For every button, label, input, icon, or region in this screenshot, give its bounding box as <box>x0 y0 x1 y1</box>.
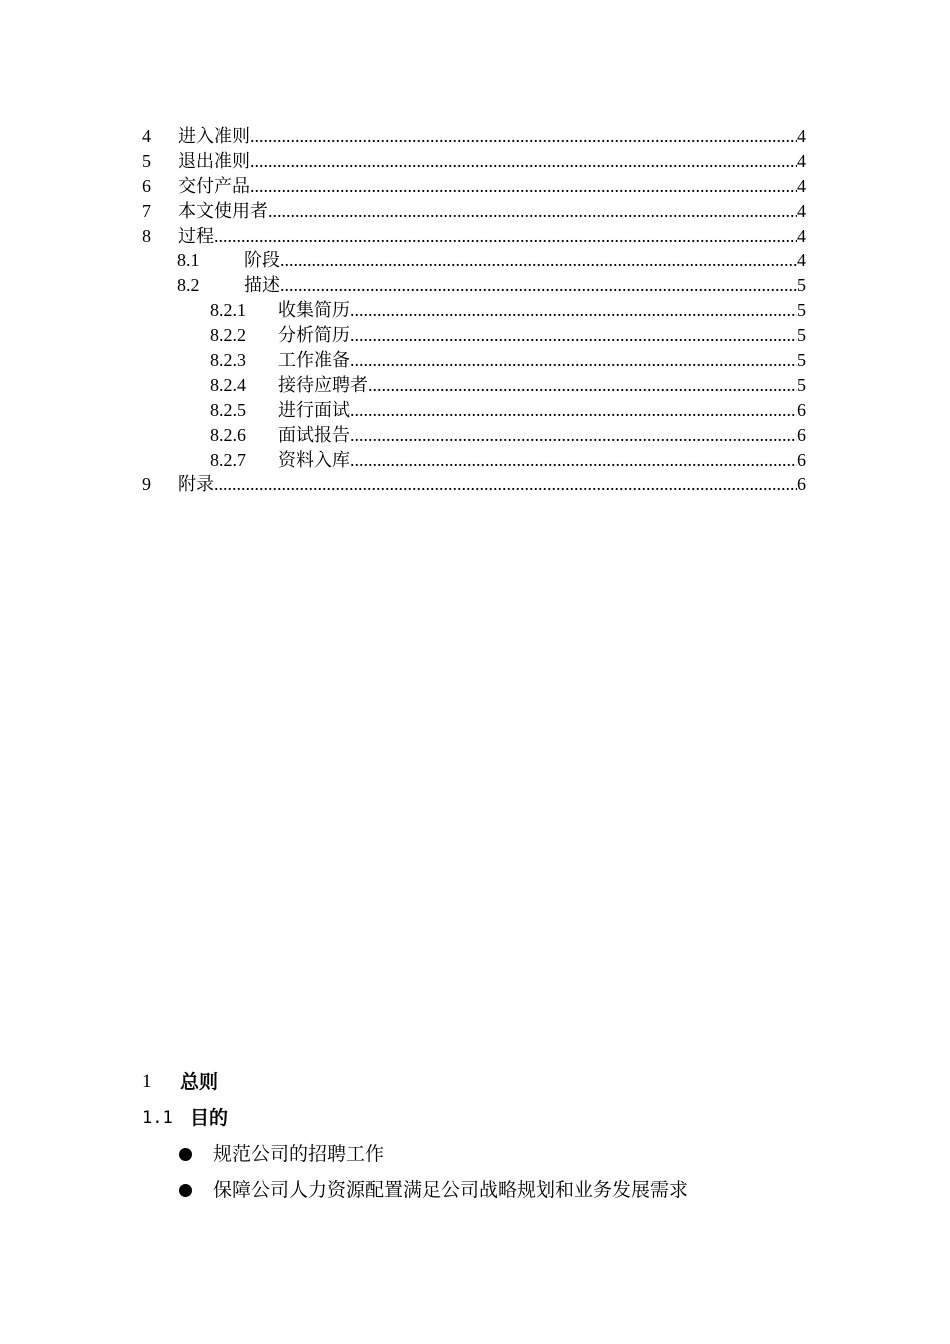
list-item-text: 规范公司的招聘工作 <box>213 1143 385 1165</box>
toc-entry-number: 5 <box>142 150 151 171</box>
toc-entry-page: 5 <box>797 350 806 371</box>
toc-entry-number: 9 <box>142 474 151 495</box>
bullet-list <box>142 1136 842 1208</box>
toc-entry-number: 8.2 <box>177 275 200 296</box>
toc-entry-number: 8.2.5 <box>210 399 246 420</box>
toc-entry[interactable] <box>142 124 806 149</box>
toc-entry-title: 本文使用者 <box>178 200 268 222</box>
toc-leader-dots <box>350 298 797 323</box>
toc-leader-dots <box>350 448 797 473</box>
toc-leader-dots <box>214 224 797 249</box>
toc-entry-title: 进行面试 <box>278 399 350 421</box>
toc-entry-page: 4 <box>797 150 806 171</box>
toc-entry-title: 阶段 <box>244 250 280 272</box>
toc-entry-number: 7 <box>142 200 151 221</box>
toc-entry-title: 分析简历 <box>278 325 350 347</box>
heading-title: 总则 <box>180 1071 219 1093</box>
toc-entry-page: 4 <box>797 250 806 271</box>
toc-entry[interactable] <box>142 373 806 398</box>
toc-entry[interactable] <box>142 248 806 273</box>
toc-entry-title: 工作准备 <box>278 350 350 372</box>
section-general <box>142 1064 842 1208</box>
heading-level-2 <box>142 1100 842 1136</box>
toc-entry-number: 8.2.3 <box>210 350 246 371</box>
toc-entry-page: 4 <box>797 175 806 196</box>
toc-entry[interactable] <box>142 174 806 199</box>
toc-entry[interactable] <box>142 423 806 448</box>
toc-entry-title: 退出准则 <box>178 150 250 172</box>
toc-entry-number: 8.2.6 <box>210 424 246 445</box>
toc-entry[interactable] <box>142 298 806 323</box>
toc-entry-page: 4 <box>797 200 806 221</box>
bullet-icon <box>179 1184 192 1197</box>
toc-entry-page: 5 <box>797 275 806 296</box>
toc-leader-dots <box>214 472 797 497</box>
toc-leader-dots <box>250 174 797 199</box>
toc-entry-title: 过程 <box>178 225 214 247</box>
toc-leader-dots <box>350 323 797 348</box>
toc-entry-page: 5 <box>797 374 806 395</box>
toc-entry-number: 8.1 <box>177 250 200 271</box>
toc-leader-dots <box>280 248 797 273</box>
toc-leader-dots <box>350 348 797 373</box>
toc-entry-title: 接待应聘者 <box>278 374 368 396</box>
toc-entry-page: 4 <box>797 126 806 146</box>
toc-entry-page: 6 <box>797 474 806 495</box>
toc-entry[interactable] <box>142 224 806 249</box>
toc-entry-title: 附录 <box>178 474 214 496</box>
toc-entry[interactable] <box>142 199 806 224</box>
toc-entry[interactable] <box>142 448 806 473</box>
toc-entry-title: 描述 <box>244 275 280 297</box>
toc-entry-title: 收集简历 <box>278 300 350 322</box>
heading-level-1 <box>142 1064 842 1100</box>
toc-entry-title: 交付产品 <box>178 175 250 197</box>
toc-leader-dots <box>268 199 797 224</box>
toc-entry-page: 4 <box>797 225 806 246</box>
toc-leader-dots <box>350 398 797 423</box>
list-item <box>142 1172 842 1208</box>
toc-entry-page: 6 <box>797 399 806 420</box>
toc-entry[interactable] <box>142 472 806 497</box>
toc-entry[interactable] <box>142 149 806 174</box>
toc-entry-page: 5 <box>797 300 806 321</box>
table-of-contents <box>142 124 806 497</box>
toc-entry-number: 6 <box>142 175 151 196</box>
list-item-text: 保障公司人力资源配置满足公司战略规划和业务发展需求 <box>213 1179 689 1201</box>
toc-entry-page: 5 <box>797 325 806 346</box>
toc-entry-number: 8.2.7 <box>210 449 246 470</box>
toc-entry-title: 面试报告 <box>278 424 350 446</box>
toc-entry-title: 进入准则 <box>178 126 250 147</box>
toc-leader-dots <box>280 273 797 298</box>
toc-leader-dots <box>350 423 797 448</box>
list-item <box>142 1136 842 1172</box>
heading-number: 1 <box>142 1071 152 1092</box>
toc-entry-title: 资料入库 <box>278 449 350 471</box>
heading-title: 目的 <box>190 1107 229 1129</box>
toc-entry-page: 6 <box>797 449 806 470</box>
heading-number: 1.1 <box>142 1108 173 1128</box>
toc-entry-number: 8 <box>142 225 151 246</box>
toc-leader-dots <box>250 124 797 149</box>
toc-entry-page: 6 <box>797 424 806 445</box>
toc-leader-dots <box>250 149 797 174</box>
toc-entry[interactable] <box>142 348 806 373</box>
bullet-icon <box>179 1148 192 1161</box>
toc-entry[interactable] <box>142 323 806 348</box>
toc-entry[interactable] <box>142 273 806 298</box>
toc-entry-number: 8.2.1 <box>210 300 246 321</box>
toc-leader-dots <box>368 373 797 398</box>
toc-entry-number: 8.2.4 <box>210 374 246 395</box>
toc-entry-number: 8.2.2 <box>210 325 246 346</box>
toc-entry[interactable] <box>142 398 806 423</box>
toc-entry-number: 4 <box>142 126 151 146</box>
